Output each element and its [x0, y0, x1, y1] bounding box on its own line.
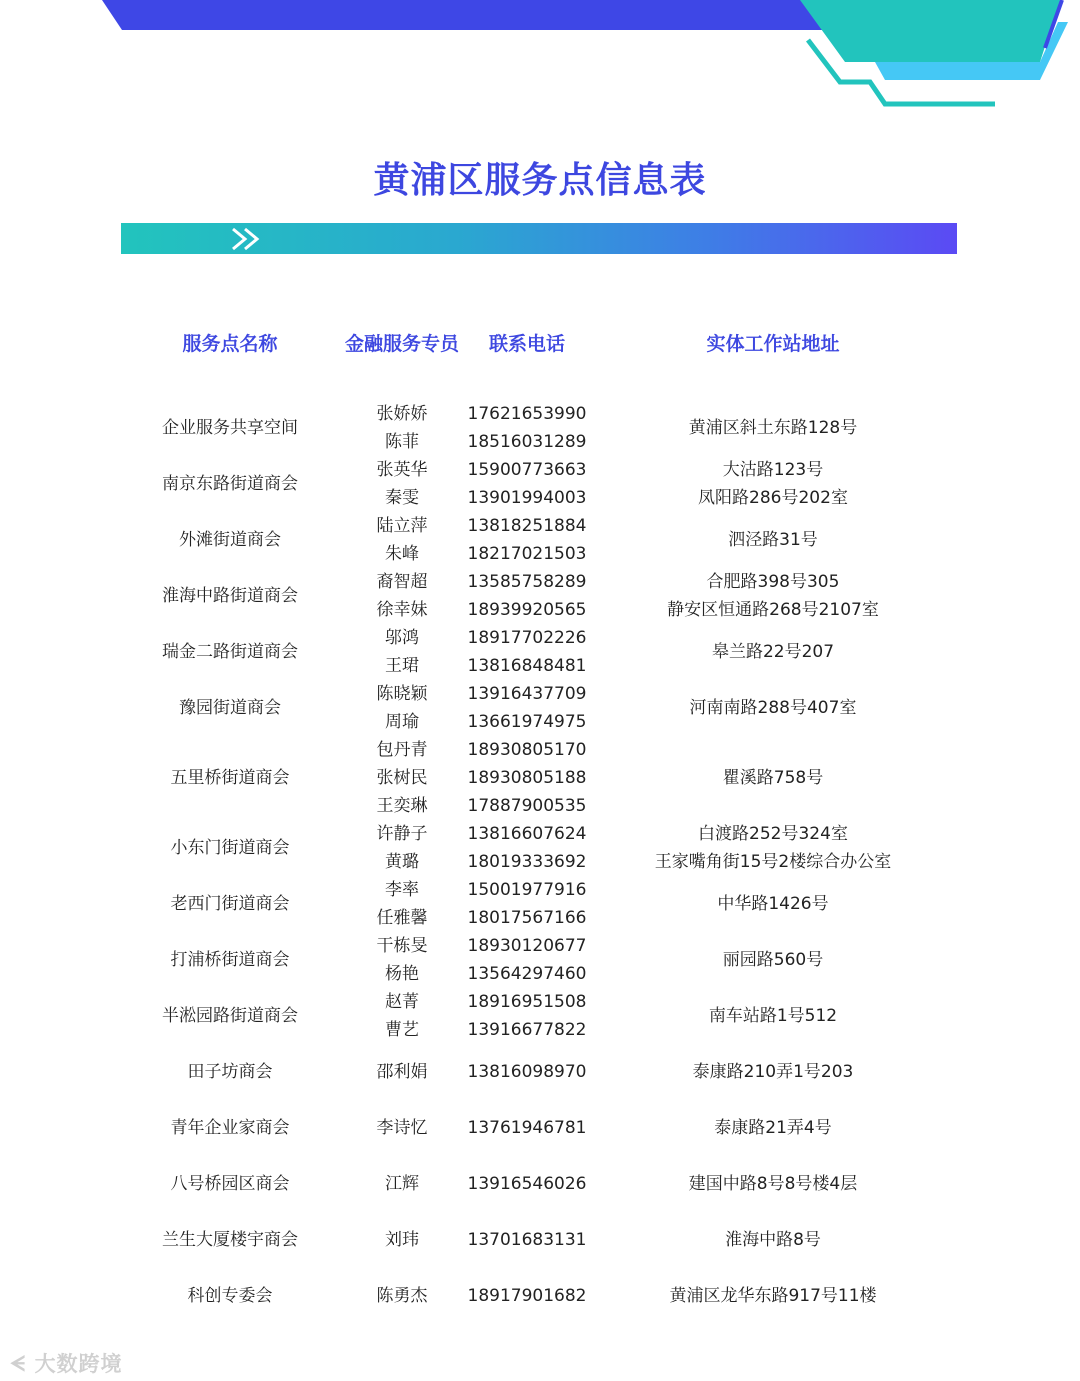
station-address-line: 泗泾路31号	[728, 530, 818, 550]
header-person: 金融服务专员	[344, 333, 459, 355]
table-row	[0, 512, 1080, 568]
finance-specialist-line: 王奕琳	[376, 796, 428, 816]
finance-specialist-line: 包丹青	[376, 740, 428, 760]
finance-specialist-line: 任雅馨	[376, 908, 428, 928]
station-address	[600, 1058, 946, 1086]
service-point-name: 兰生大厦楼宇商会	[162, 1230, 298, 1250]
contact-phone-line: 13916437709	[467, 684, 587, 704]
finance-specialist-line: 陆立萍	[376, 516, 428, 536]
service-point-name: 小东门街道商会	[170, 838, 290, 858]
service-point-name: 田子坊商会	[187, 1062, 273, 1082]
finance-specialist-line: 裔智超	[376, 572, 428, 592]
finance-specialist	[340, 736, 464, 820]
table-row	[0, 456, 1080, 512]
station-address	[600, 694, 946, 722]
finance-specialist-line: 刘玮	[385, 1230, 419, 1250]
finance-specialist	[340, 624, 464, 680]
table-row	[0, 820, 1080, 876]
finance-specialist-line: 许静子	[376, 824, 428, 844]
contact-phone-line: 18017567166	[467, 908, 587, 928]
finance-specialist-line: 陈菲	[385, 432, 419, 452]
contact-phone-line: 15900773663	[467, 460, 587, 480]
table-row	[0, 400, 1080, 456]
finance-specialist	[340, 1282, 464, 1310]
service-point-name: 外滩街道商会	[179, 530, 281, 550]
service-point-name: 打浦桥街道商会	[170, 950, 290, 970]
finance-specialist	[340, 1170, 464, 1198]
finance-specialist-line: 黄璐	[385, 852, 419, 872]
contact-phone	[464, 1282, 590, 1310]
station-address	[600, 568, 946, 624]
finance-specialist-line: 张英华	[376, 460, 428, 480]
finance-specialist	[340, 512, 464, 568]
service-point-name: 豫园街道商会	[179, 698, 281, 718]
finance-specialist	[340, 876, 464, 932]
station-address-line: 建国中路8号8号楼4层	[688, 1174, 858, 1194]
station-address-line: 瞿溪路758号	[722, 768, 824, 788]
contact-phone-line: 18917901682	[467, 1286, 587, 1306]
contact-phone	[464, 736, 590, 820]
contact-phone-line: 18917702226	[467, 628, 587, 648]
watermark-logo-icon: ᗕ	[10, 1352, 27, 1376]
page-title: 黄浦区服务点信息表	[373, 160, 707, 201]
table-row	[0, 1156, 1080, 1212]
contact-phone-line: 13761946781	[467, 1118, 587, 1138]
contact-phone	[464, 512, 590, 568]
station-address-line: 凤阳路286号202室	[698, 488, 848, 508]
contact-phone-line: 18930805188	[467, 768, 587, 788]
header-phone: 联系电话	[488, 333, 565, 355]
finance-specialist-line: 李诗忆	[376, 1118, 428, 1138]
header-name: 服务点名称	[182, 333, 278, 355]
station-address-line: 丽园路560号	[722, 950, 824, 970]
contact-phone-line: 18916951508	[467, 992, 587, 1012]
contact-phone-line: 18930120677	[467, 936, 587, 956]
contact-phone	[464, 876, 590, 932]
contact-phone-line: 13916677822	[467, 1020, 587, 1040]
finance-specialist	[340, 680, 464, 736]
table-row	[0, 1212, 1080, 1268]
station-address	[600, 1170, 946, 1198]
contact-phone-line: 18930805170	[467, 740, 587, 760]
contact-phone-line: 18516031289	[467, 432, 587, 452]
contact-phone-line: 13818251884	[467, 516, 587, 536]
station-address	[600, 1226, 946, 1254]
contact-phone-line: 13816848481	[467, 656, 587, 676]
table-row	[0, 1268, 1080, 1324]
service-point-name: 瑞金二路街道商会	[162, 642, 298, 662]
contact-phone-line: 13901994003	[467, 488, 587, 508]
contact-phone	[464, 680, 590, 736]
contact-phone-line: 13816098970	[467, 1062, 587, 1082]
table-row	[0, 932, 1080, 988]
finance-specialist-line: 王珺	[385, 656, 419, 676]
station-address-line: 大沽路123号	[722, 460, 824, 480]
station-address-line: 皋兰路22号207	[711, 642, 835, 662]
table-row	[0, 1100, 1080, 1156]
station-address-line: 静安区恒通路268号2107室	[667, 600, 879, 620]
finance-specialist-line: 陈晓颖	[376, 684, 428, 704]
contact-phone	[464, 820, 590, 876]
contact-phone	[464, 1170, 590, 1198]
station-address-line: 白渡路252号324室	[698, 824, 848, 844]
contact-phone-line: 13916546026	[467, 1174, 587, 1194]
contact-phone	[464, 1114, 590, 1142]
contact-phone-line: 13816607624	[467, 824, 587, 844]
service-point-name: 淮海中路街道商会	[162, 586, 298, 606]
finance-specialist-line: 杨艳	[385, 964, 419, 984]
finance-specialist-line: 江辉	[385, 1174, 419, 1194]
contact-phone-line: 13564297460	[467, 964, 587, 984]
contact-phone-line: 18217021503	[467, 544, 587, 564]
contact-phone-line: 18939920565	[467, 600, 587, 620]
table-row	[0, 1044, 1080, 1100]
finance-specialist-line: 朱峰	[385, 544, 419, 564]
watermark-text: 大数跨境	[34, 1352, 123, 1376]
contact-phone	[464, 932, 590, 988]
station-address	[600, 764, 946, 792]
station-address	[600, 820, 946, 876]
finance-specialist	[340, 988, 464, 1044]
finance-specialist	[340, 1226, 464, 1254]
service-point-name: 八号桥园区商会	[170, 1174, 290, 1194]
finance-specialist-line: 张树民	[376, 768, 428, 788]
service-point-name: 南京东路街道商会	[162, 474, 298, 494]
finance-specialist-line: 李率	[385, 880, 419, 900]
station-address	[600, 890, 946, 918]
finance-specialist-line: 徐幸妹	[376, 600, 428, 620]
finance-specialist-line: 陈勇杰	[376, 1286, 428, 1306]
station-address	[600, 946, 946, 974]
contact-phone	[464, 400, 590, 456]
station-address-line: 黄浦区斜土东路128号	[688, 418, 858, 438]
watermark	[10, 1348, 123, 1378]
finance-specialist	[340, 400, 464, 456]
station-address-line: 淮海中路8号	[725, 1230, 821, 1250]
table-row	[0, 680, 1080, 736]
station-address-line: 合肥路398号305	[706, 572, 840, 592]
station-address	[600, 1282, 946, 1310]
station-address-line: 南车站路1号512	[708, 1006, 838, 1026]
finance-specialist	[340, 932, 464, 988]
station-address	[600, 638, 946, 666]
finance-specialist-line: 周瑜	[385, 712, 419, 732]
contact-phone-line: 13585758289	[467, 572, 587, 592]
service-point-name: 五里桥街道商会	[170, 768, 290, 788]
finance-specialist-line: 秦雯	[385, 488, 419, 508]
finance-specialist-line: 赵菁	[385, 992, 419, 1012]
contact-phone-line: 17887900535	[467, 796, 587, 816]
finance-specialist	[340, 456, 464, 512]
station-address	[600, 1114, 946, 1142]
contact-phone	[464, 988, 590, 1044]
station-address-line: 河南南路288号407室	[689, 698, 857, 718]
station-address-line: 泰康路21弄4号	[714, 1118, 832, 1138]
table-row	[0, 568, 1080, 624]
header-decoration	[0, 0, 1080, 120]
double-chevron-icon	[231, 227, 271, 251]
finance-specialist-line: 曹艺	[385, 1020, 419, 1040]
contact-phone-line: 18019333692	[467, 852, 587, 872]
table-row	[0, 876, 1080, 932]
table-row	[0, 988, 1080, 1044]
contact-phone	[464, 568, 590, 624]
header-address: 实体工作站地址	[706, 333, 840, 355]
station-address-line: 泰康路210弄1号203	[692, 1062, 854, 1082]
station-address-line: 黄浦区龙华东路917号11楼	[669, 1286, 877, 1306]
contact-phone-line: 15001977916	[467, 880, 587, 900]
contact-phone-line: 17621653990	[467, 404, 587, 424]
station-address	[600, 526, 946, 554]
station-address	[600, 456, 946, 512]
title-underline-bar	[121, 223, 957, 254]
station-address	[600, 1002, 946, 1030]
service-point-name: 企业服务共享空间	[162, 418, 298, 438]
finance-specialist-line: 邵利娟	[376, 1062, 428, 1082]
contact-phone	[464, 1058, 590, 1086]
finance-specialist	[340, 820, 464, 876]
contact-phone	[464, 1226, 590, 1254]
service-point-name: 科创专委会	[187, 1286, 273, 1306]
station-address-line: 中华路1426号	[717, 894, 829, 914]
table-row	[0, 736, 1080, 820]
station-address	[600, 414, 946, 442]
station-address-line: 王家嘴角街15号2楼综合办公室	[654, 852, 892, 872]
contact-phone	[464, 456, 590, 512]
finance-specialist	[340, 1114, 464, 1142]
finance-specialist-line: 张娇娇	[376, 404, 428, 424]
finance-specialist-line: 干栋旻	[376, 936, 428, 956]
contact-phone-line: 13661974975	[467, 712, 587, 732]
finance-specialist	[340, 1058, 464, 1086]
table-row	[0, 624, 1080, 680]
contact-phone-line: 13701683131	[467, 1230, 587, 1250]
contact-phone	[464, 624, 590, 680]
finance-specialist	[340, 568, 464, 624]
service-point-name: 青年企业家商会	[170, 1118, 290, 1138]
service-point-name: 半淞园路街道商会	[162, 1006, 298, 1026]
service-point-name: 老西门街道商会	[170, 894, 290, 914]
finance-specialist-line: 邬鸿	[385, 628, 419, 648]
